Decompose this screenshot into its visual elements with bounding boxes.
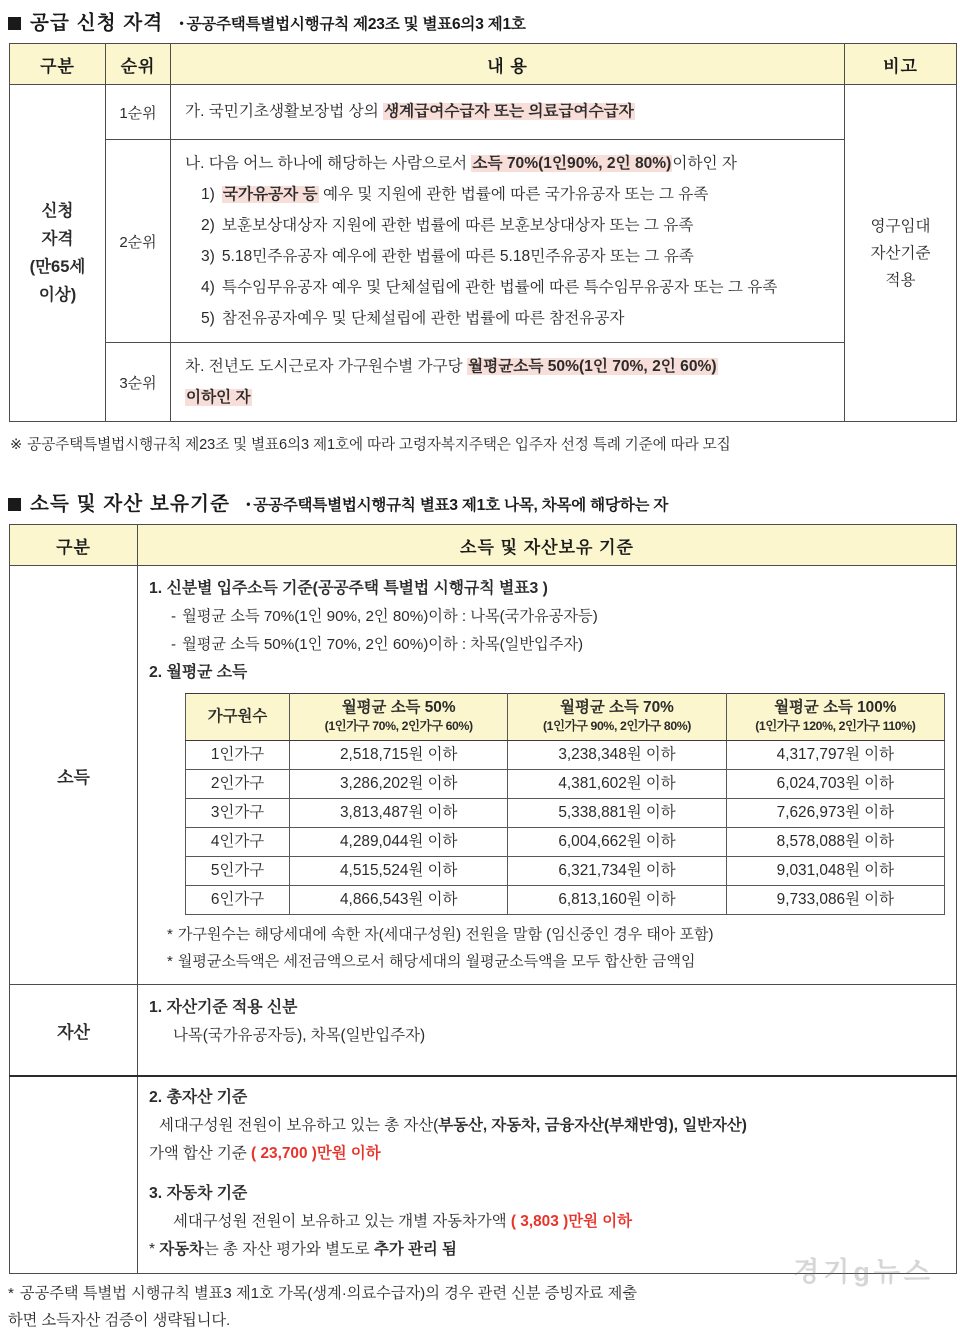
cell-asset-content-1 [138,985,957,1077]
square-bullet-icon [8,498,21,511]
dot-bullet-icon: • [246,497,251,511]
cell-remark [845,85,957,422]
item-text [222,179,709,210]
section1-remark [6,422,954,454]
rank2-lead: 나. 다음 어느 하나에 해당하는 사람으로서 [185,155,468,172]
asterisk-icon: * [167,953,173,970]
reference-mark-icon: ※ [10,437,23,453]
item-number: 1) [201,186,215,203]
list-item [201,210,844,241]
car-value: ( 3,803 )만원 이하 [510,1213,632,1230]
rank2-highlight: 소득 70%(1인90%, 2인 80%) [472,155,672,172]
col-header-category: 구분 [10,44,106,85]
inc-col-header-100-main: 월평균 소득 100% [774,699,897,716]
inc-cell-household: 6인가구 [186,886,290,915]
income-table-header-row [186,694,945,741]
section1-heading [6,0,954,43]
item-body: 참전유공자예우 및 단체설립에 관한 법률에 따른 참전유공자 [221,310,625,327]
item-number: 5) [201,310,215,327]
asset-item3-line [149,1208,956,1236]
income-item2-title: 2. 월평균 소득 [149,664,248,681]
asterisk-icon: * [149,1241,155,1258]
income-item1-line [149,631,956,659]
cell-label-income: 소득 [10,566,138,985]
cell-content-rank3 [171,343,845,422]
inc-cell-70: 6,813,160원 이하 [508,886,726,915]
inc-cell-50: 4,866,543원 이하 [290,886,508,915]
list-item [201,241,844,272]
income-table-row [186,741,945,770]
table-row-asset [10,985,957,1077]
dot-bullet-icon: • [179,16,184,30]
eligibility-table [9,43,957,422]
inc-cell-household: 3인가구 [186,799,290,828]
item-number: 3) [201,248,215,265]
asset-item3-title: 3. 자동차 기준 [149,1185,248,1202]
asset-item2-line2 [149,1140,956,1168]
category-line: 신청 [41,202,74,220]
cell-category [10,85,106,422]
footer-line-1 [8,1280,954,1307]
asset-item2-line1 [149,1112,956,1140]
col-header-content: 내 용 [171,44,845,85]
category-line: (만65세 [29,258,86,276]
rank3-lead: 차. 전년도 도시근로자 가구원수별 가구당 [185,358,463,375]
table-header-row [10,44,957,85]
cell-rank-3: 3순위 [106,343,171,422]
remark-line: 자산기준 [870,244,931,262]
table-row [10,140,957,343]
category-line: 이상) [38,286,77,304]
list-item [201,179,844,210]
income-item1-line-text: 월평균 소득 50%(1인 70%, 2인 60%)이하 : 차목(일반입주자) [182,636,584,653]
section1-subtitle-text: 공공주택특별법시행규칙 제23조 및 별표6의3 제1호 [186,16,526,33]
footer-text-1: 공공주택 특별법 시행규칙 별표3 제1호 가목(생계·의료수급자)의 경우 관련 신분 증빙자료 제출 [19,1285,638,1302]
asset-item2-line1-a: 세대구성원 전원이 보유하고 있는 총 자산( [159,1117,439,1134]
rank2-item-list [185,179,844,334]
cell-rank-1: 1순위 [106,85,171,140]
asset-item1-text: 나목(국가유공자등), 차목(일반입주자) [173,1027,426,1044]
asset-item2-line1-b: 부동산, 자동차, 금융자산(부채반영), 일반자산 [438,1117,742,1134]
cell-income-content [138,566,957,985]
inc-cell-50: 4,289,044원 이하 [290,828,508,857]
item-body: 예우 및 지원에 관한 법률에 따른 국가유공자 또는 그 유족 [322,186,709,203]
inc-cell-100: 4,317,797원 이하 [726,741,944,770]
table-header-row [10,525,957,566]
col-header-category2: 구분 [10,525,138,566]
dash-bullet-icon: - [171,608,177,625]
income-table-row [186,828,945,857]
rank1-lead: 가. 국민기초생활보장법 상의 [185,103,379,120]
income-table-row [186,770,945,799]
inc-cell-50: 4,515,524원 이하 [290,857,508,886]
document-footer [6,1274,954,1334]
item-body: 특수임무유공자 예우 및 단체설립에 관한 법률에 따른 특수임무유공자 또는 그 유족 [221,279,778,296]
col-header-rank: 순위 [106,44,171,85]
asset-item3-note-b: 는 총 자산 평가와 별도로 [203,1241,370,1258]
inc-cell-100: 9,733,086원 이하 [726,886,944,915]
inc-col-header-70-sub: (1인가구 90%, 2인가구 80%) [542,719,691,733]
inc-cell-household: 2인가구 [186,770,290,799]
asset-item3-note-c: 추가 관리 됨 [373,1241,457,1258]
inc-cell-household: 1인가구 [186,741,290,770]
inc-cell-100: 6,024,703원 이하 [726,770,944,799]
item-number: 2) [201,217,215,234]
income-note [149,921,956,948]
income-item1-title: 1. 신분별 입주소득 기준(공공주택 특별법 시행규칙 별표3 ) [149,580,548,597]
inc-cell-100: 9,031,048원 이하 [726,857,944,886]
cell-asset-content-2 [138,1076,957,1274]
item-highlight: 국가유공자 등 [222,186,318,203]
item-body: 보훈보상대상자 지원에 관한 법률에 따른 보훈보상대상자 또는 그 유족 [221,217,694,234]
inc-cell-70: 3,238,348원 이하 [508,741,726,770]
cell-label-asset: 자산 [10,985,138,1077]
item-number: 4) [201,279,215,296]
inc-col-header-50-sub: (1인가구 70%, 2인가구 60%) [324,719,473,733]
col-header-criteria: 소득 및 자산보유 기준 [138,525,957,566]
inc-cell-50: 3,286,202원 이하 [290,770,508,799]
col-header-remark: 비고 [845,44,957,85]
table-row-asset-2 [10,1076,957,1274]
inc-cell-household: 4인가구 [186,828,290,857]
inc-col-header-50 [290,694,508,741]
inc-col-header-100-sub: (1인가구 120%, 2인가구 110%) [755,719,916,733]
inc-col-header-50-main: 월평균 소득 50% [341,699,456,716]
section2-subtitle-text: 공공주택특별법시행규칙 별표3 제1호 나목, 차목에 해당하는 자 [253,497,669,514]
inc-cell-70: 6,004,662원 이하 [508,828,726,857]
monthly-income-table [185,693,945,915]
inc-cell-100: 7,626,973원 이하 [726,799,944,828]
asset-item2-line2-a: 가액 합산 기준 [149,1145,247,1162]
income-note-text: 가구원수는 해당세대에 속한 자(세대구성원) 전원을 말함 (임신중인 경우 태아 포함) [177,926,714,943]
income-asset-table [9,524,957,1274]
inc-col-header-100 [726,694,944,741]
income-table-row [186,886,945,915]
footer-line-2: 하면 소득자산 검증이 생략됩니다. [8,1312,231,1329]
section1-subtitle [179,12,525,34]
table-row [10,85,957,140]
income-table-row [186,799,945,828]
list-item [201,303,844,334]
inc-cell-70: 6,321,734원 이하 [508,857,726,886]
dash-bullet-icon: - [171,636,177,653]
income-item1-line-text: 월평균 소득 70%(1인 90%, 2인 80%)이하 : 나목(국가유공자등) [182,608,598,625]
table-row-income [10,566,957,985]
income-note-text: 월평균소득액은 세전금액으로서 해당세대의 월평균소득액을 모두 합산한 금액임 [177,953,696,970]
cell-content-rank1 [171,85,845,140]
income-table-row [186,857,945,886]
rank2-trail: 이하인 자 [672,155,737,172]
asterisk-icon: * [167,926,173,943]
rank3-highlight: 월평균소득 50%(1인 70%, 2인 60%) [468,358,717,375]
inc-cell-70: 4,381,602원 이하 [508,770,726,799]
income-note [149,948,956,975]
asset-item2-line1-c: ) [741,1117,747,1134]
cell-label-asset-empty [10,1076,138,1274]
item-body: 5.18민주유공자 예우에 관한 법률에 따른 5.18민주유공자 또는 그 유족 [221,248,694,265]
table-row [10,343,957,422]
section1-remark-text: 공공주택특별법시행규칙 제23조 및 별표6의3 제1호에 따라 고령자복지주택은 입주자 선정 특례 기준에 따라 모집 [27,437,731,453]
watermark: 경기g뉴스 [793,1257,934,1287]
asset-item3-note [149,1236,956,1264]
remark-line: 영구임대 [870,217,931,235]
inc-col-header-70 [508,694,726,741]
inc-cell-100: 8,578,088원 이하 [726,828,944,857]
remark-line: 적용 [885,271,916,289]
asset-item3-note-a: 자동차 [159,1241,204,1258]
inc-cell-70: 5,338,881원 이하 [508,799,726,828]
square-bullet-icon [8,17,21,30]
section2-title: 소득 및 자산 보유기준 [30,493,231,515]
income-item1-line [149,603,956,631]
inc-col-header-70-main: 월평균 소득 70% [560,699,674,716]
asset-item3-line-a: 세대구성원 전원이 보유하고 있는 개별 자동차가액 [173,1213,507,1230]
asset-total-value: ( 23,700 )만원 이하 [251,1145,381,1162]
list-item [201,272,844,303]
section1-title: 공급 신청 자격 [30,12,164,34]
cell-content-rank2 [171,140,845,343]
inc-cell-household: 5인가구 [186,857,290,886]
section2-heading [6,454,954,524]
asset-item2-title: 2. 총자산 기준 [149,1089,248,1106]
asterisk-icon: * [8,1285,14,1302]
rank3-highlight2: 이하인 자 [186,389,251,406]
category-line: 자격 [41,230,74,248]
inc-cell-50: 2,518,715원 이하 [290,741,508,770]
section2-subtitle [246,493,668,515]
rank1-highlight: 생계급여수급자 또는 의료급여수급자 [384,103,634,120]
cell-rank-2: 2순위 [106,140,171,343]
inc-col-header-household: 가구원수 [186,694,290,741]
inc-cell-50: 3,813,487원 이하 [290,799,508,828]
asset-item1-title: 1. 자산기준 적용 신분 [149,999,298,1016]
